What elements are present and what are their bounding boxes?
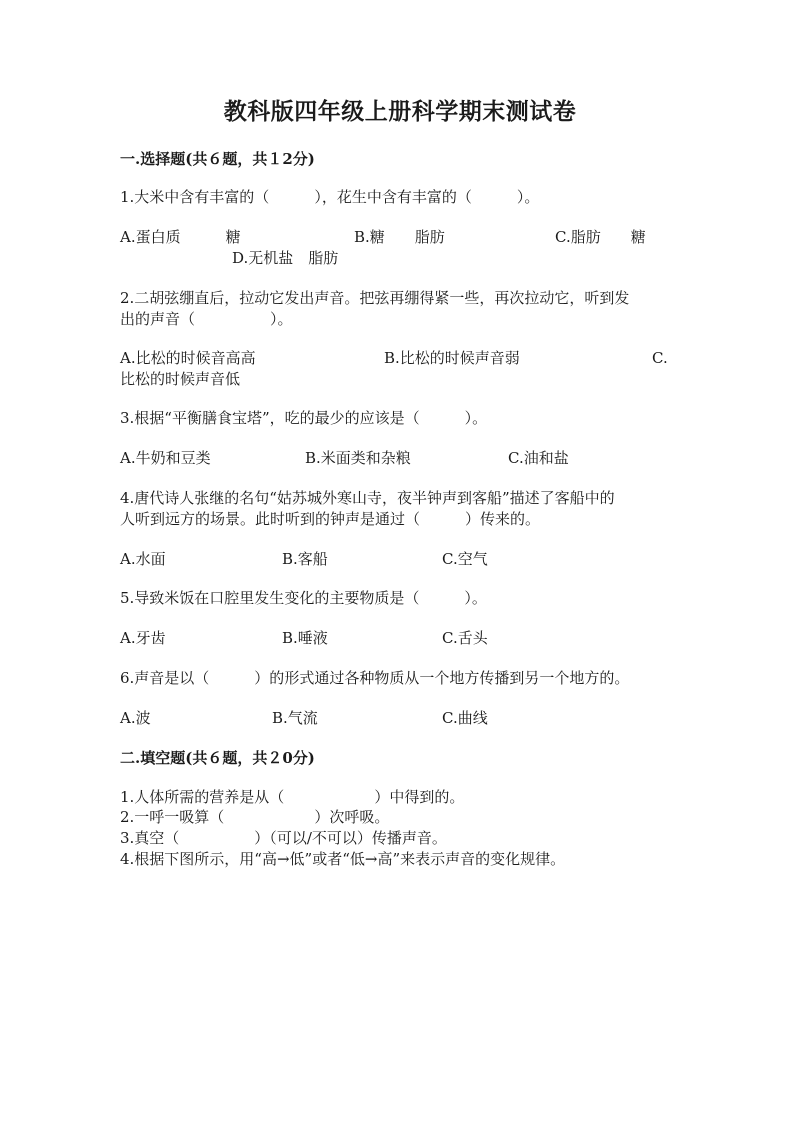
q5-option-b: B.唾液 [282,629,328,647]
section-heading-fill-blank: 二.填空题(共６题，共２0分) [120,749,315,767]
q6-option-a: A.波 [120,709,151,727]
q1-option-d: D.无机盐 脂肪 [232,249,339,267]
question-2-text-line1: 2.二胡弦绷直后，拉动它发出声音。把弦再绷得紧一些，再次拉动它，听到发 [120,289,630,307]
q5-option-a: A.牙齿 [120,629,166,647]
section-heading-choice: 一.选择题(共６题，共１2分) [120,150,315,168]
q2-option-a: A.比松的时候音高高 [120,349,256,367]
q6-option-c: C.曲线 [442,709,488,727]
question-4-text-line1: 4.唐代诗人张继的名句“姑苏城外寒山寺，夜半钟声到客船”描述了客船中的 [120,489,615,507]
q4-option-a: A.水面 [120,550,166,568]
q3-option-b: B.米面类和杂粮 [305,449,411,467]
q2-option-c-text: 比松的时候声音低 [120,370,241,388]
q4-option-c: C.空气 [442,550,488,568]
q6-option-b: B.气流 [272,709,318,727]
fill-question-1: 1.人体所需的营养是从（ ）中得到的。 [120,788,465,806]
question-2-text-line2: 出的声音（ ）。 [120,310,293,328]
q4-option-b: B.客船 [282,550,328,568]
q2-option-b: B.比松的时候声音弱 [384,349,520,367]
q2-option-c-label: C. [652,349,668,367]
q3-option-a: A.牛奶和豆类 [120,449,211,467]
question-4-text-line2: 人听到远方的场景。此时听到的钟声是通过（ ）传来的。 [120,510,541,528]
question-5-text: 5.导致米饭在口腔里发生变化的主要物质是（ ）。 [120,589,487,607]
fill-question-3: 3.真空（ ）（可以/不可以）传播声音。 [120,829,447,847]
fill-question-4: 4.根据下图所示，用“高→低”或者“低→高”来表示声音的变化规律。 [120,850,566,868]
question-3-text: 3.根据“平衡膳食宝塔”，吃的最少的应该是（ ）。 [120,409,488,427]
q1-option-a: A.蛋白质 糖 [120,228,241,246]
q3-option-c: C.油和盐 [508,449,569,467]
question-1-text: 1.大米中含有丰富的（ ），花生中含有丰富的（ ）。 [120,188,540,206]
exam-title: 教科版四年级上册科学期末测试卷 [223,98,577,125]
q1-option-c: C.脂肪 糖 [555,228,646,246]
q5-option-c: C.舌头 [442,629,488,647]
fill-question-2: 2.一呼一吸算（ ）次呼吸。 [120,808,390,826]
question-6-text: 6.声音是以（ ）的形式通过各种物质从一个地方传播到另一个地方的。 [120,669,630,687]
q1-option-b: B.糖 脂肪 [354,228,445,246]
